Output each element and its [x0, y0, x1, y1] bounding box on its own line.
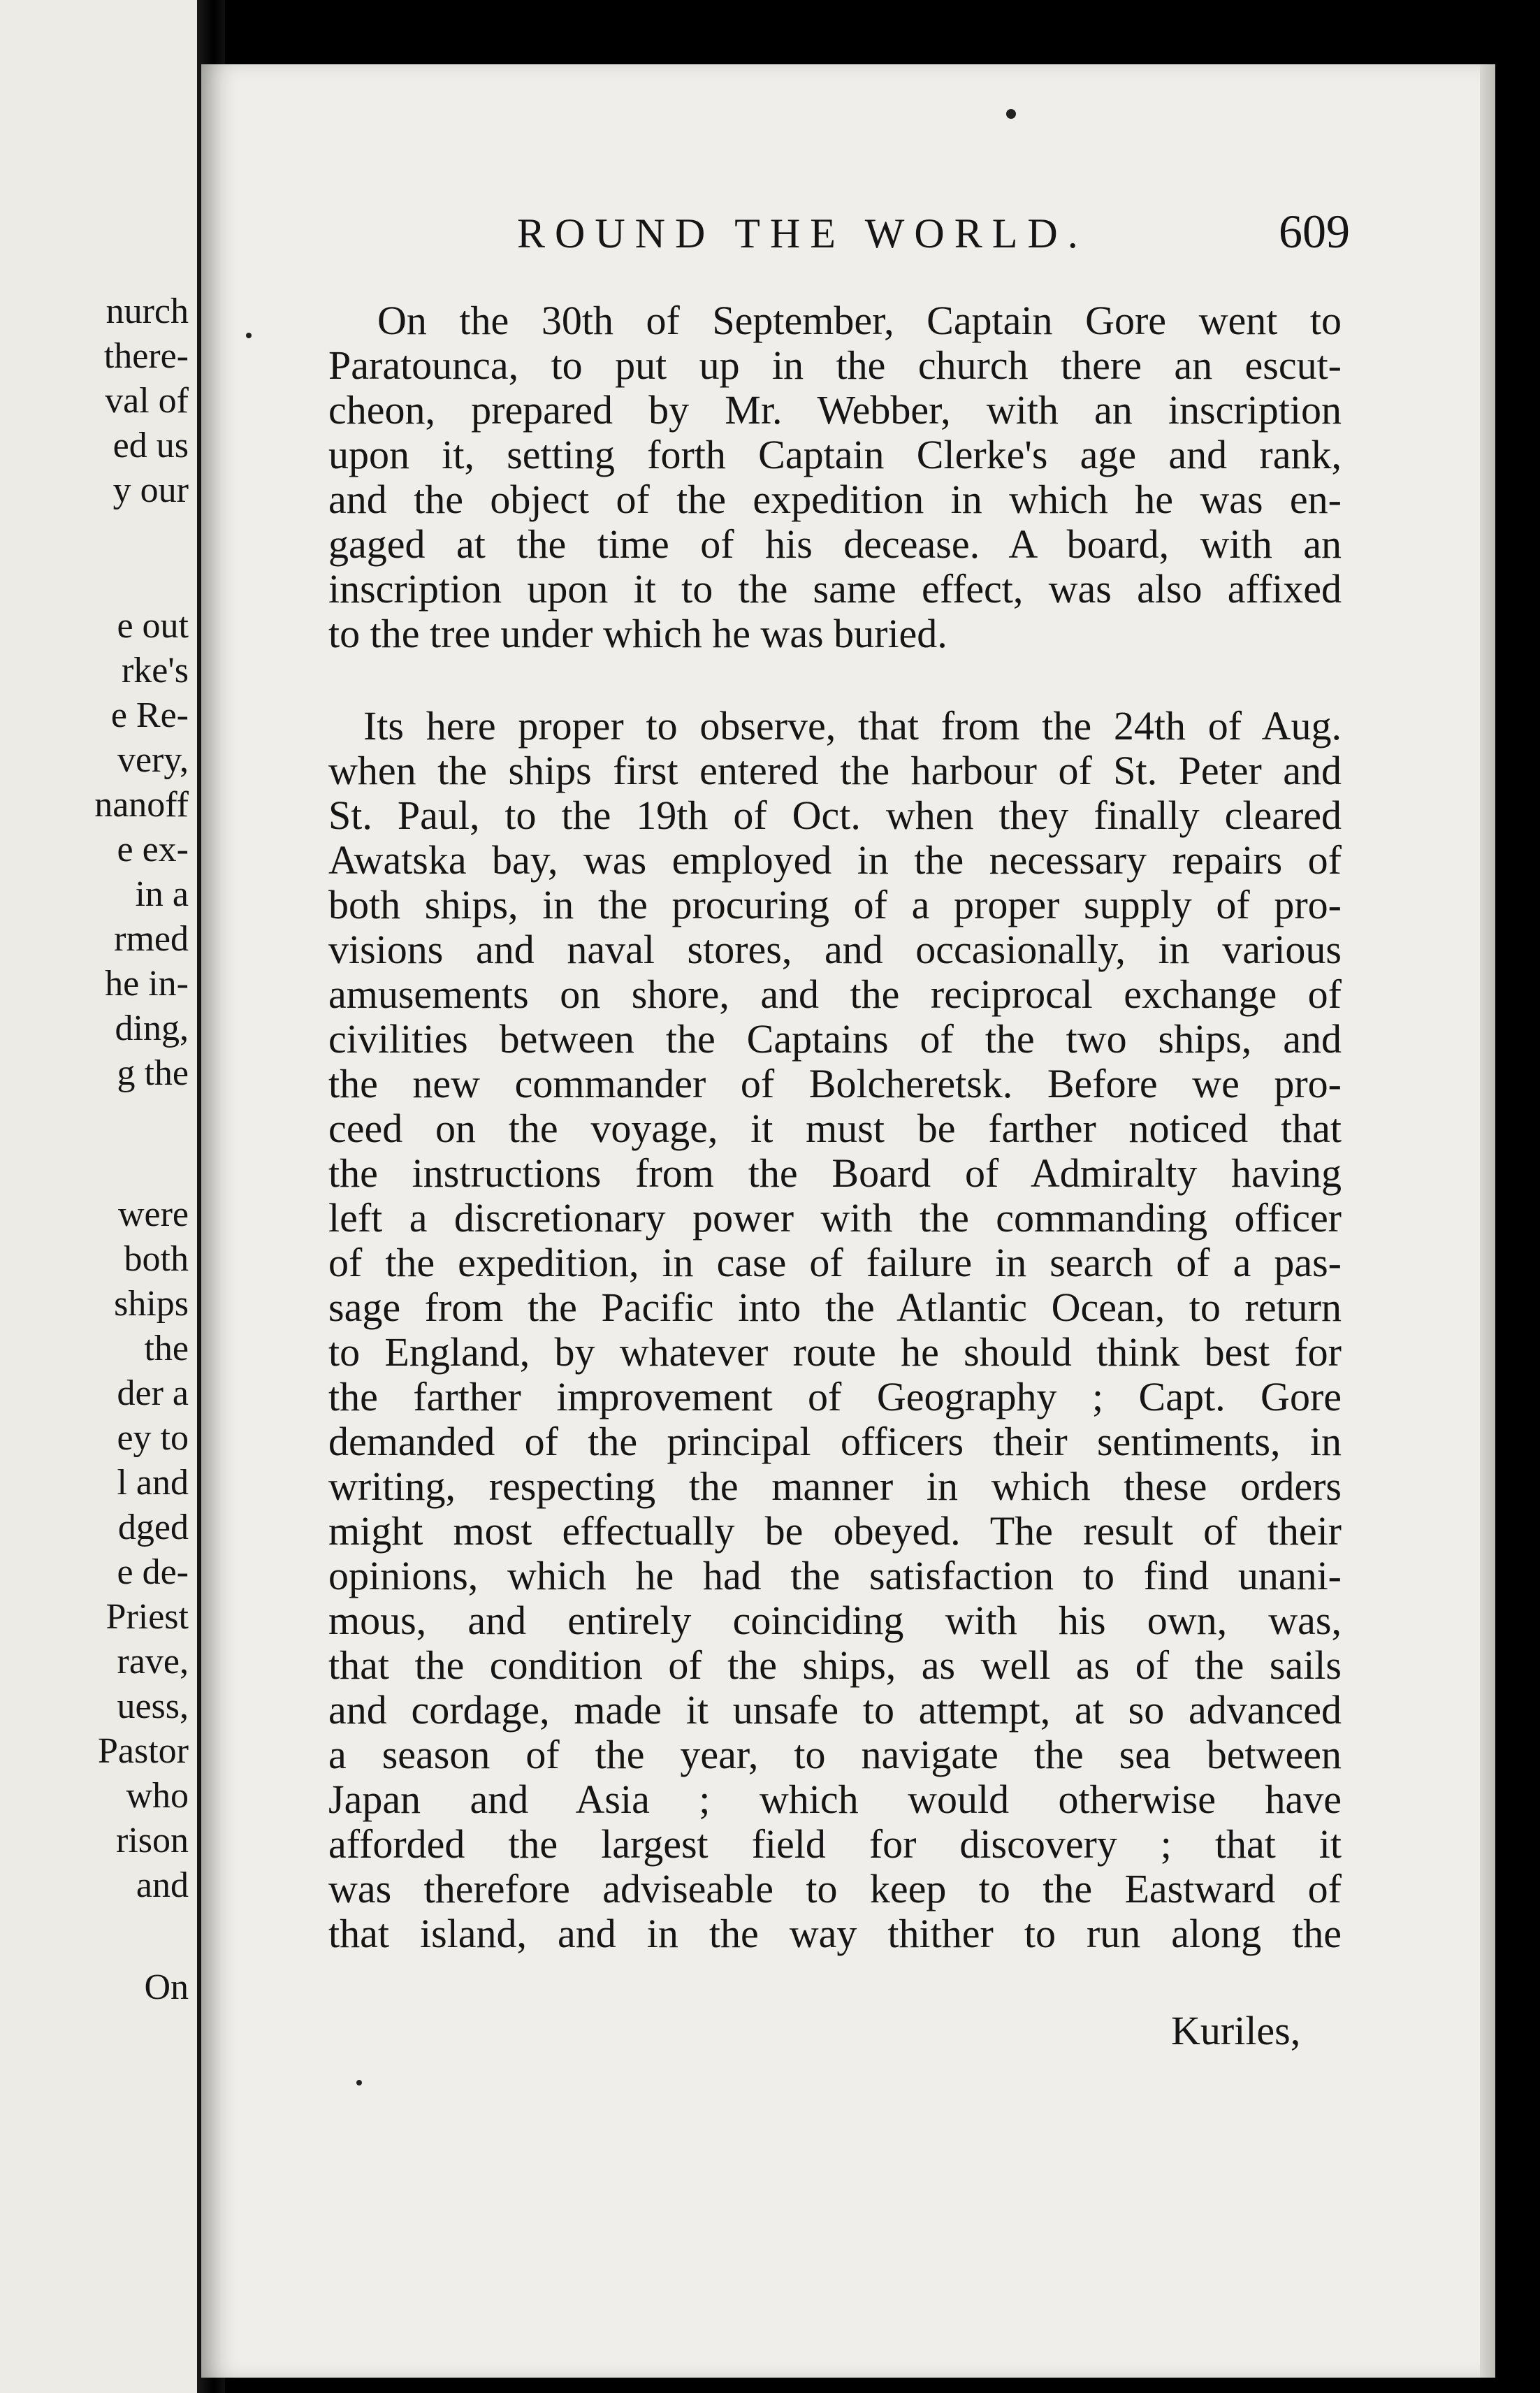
- paragraph-2-line: that island, and in the way thither to run along the: [328, 1911, 1342, 1956]
- paragraph-2-line: Awatska bay, was employed in the necessary repairs of: [328, 837, 1342, 883]
- paragraph-2-line: the new commander of Bolcheretsk. Before we pro-: [328, 1061, 1342, 1106]
- paragraph-2-line: sage from the Pacific into the Atlantic Ocean, to return: [328, 1285, 1342, 1330]
- left-page-line: Pastor: [98, 1731, 189, 1771]
- left-page-line: ey to: [117, 1418, 189, 1458]
- left-page-line: rave,: [117, 1642, 189, 1682]
- left-page-line: very,: [117, 740, 189, 780]
- left-page-line: l and: [117, 1463, 189, 1503]
- paragraph-2-line: when the ships first entered the harbour of St. Peter and: [328, 748, 1342, 793]
- left-page-line: g the: [117, 1053, 189, 1093]
- paragraph-1-line: On the 30th of September, Captain Gore went to: [377, 298, 1342, 343]
- left-page-line: who: [126, 1776, 189, 1816]
- left-page-line: there-: [103, 336, 189, 376]
- left-page-line: the: [144, 1329, 189, 1368]
- paragraph-2-line: civilities between the Captains of the two ships, and: [328, 1016, 1342, 1062]
- paragraph-1-line: gaged at the time of his decease. A board, with an: [328, 521, 1342, 567]
- left-page-line: ding,: [115, 1008, 189, 1048]
- paragraph-2-line: demanded of the principal officers their sentiments, in: [328, 1419, 1342, 1464]
- paragraph-1-line: and the object of the expedition in which he was en-: [328, 477, 1342, 522]
- paragraph-2-line: amusements on shore, and the reciprocal exchange of: [328, 971, 1342, 1017]
- paragraph-2-line: and cordage, made it unsafe to attempt, at so advanced: [328, 1687, 1342, 1733]
- paragraph-2-line: afforded the largest field for discovery ; that it: [328, 1821, 1342, 1867]
- left-page-line: uess,: [117, 1686, 189, 1726]
- paragraph-2-line: the farther improvement of Geography ; Capt. Gore: [328, 1374, 1342, 1419]
- paragraph-2-line: visions and naval stores, and occasionally, in various: [328, 927, 1342, 972]
- paragraph-2-line: to England, by whatever route he should think best for: [328, 1329, 1342, 1375]
- left-page-line: Priest: [106, 1597, 189, 1637]
- paragraph-2-line: left a discretionary power with the commanding officer: [328, 1195, 1342, 1241]
- paragraph-2-line: Japan and Asia ; which would otherwise have: [328, 1777, 1342, 1822]
- left-page-line: rke's: [121, 651, 189, 691]
- left-page-line: ships: [114, 1284, 189, 1324]
- left-page-line: val of: [105, 381, 189, 421]
- left-page-line: e Re-: [110, 695, 189, 735]
- ink-speck: [246, 333, 252, 338]
- left-page-line: e de-: [117, 1552, 189, 1592]
- left-page-line: were: [117, 1194, 189, 1234]
- left-page-line: y our: [112, 470, 189, 510]
- paragraph-2-line: a season of the year, to navigate the sea between: [328, 1732, 1342, 1777]
- ink-speck: [1006, 109, 1016, 119]
- paragraph-2-line: was therefore adviseable to keep to the Eastward of: [328, 1866, 1342, 1911]
- page-edge: [1480, 64, 1495, 2378]
- paragraph-1-line: inscription upon it to the same effect, was also affixed: [328, 566, 1342, 612]
- left-page-line: e out: [117, 606, 189, 646]
- paragraph-2-line: both ships, in the procuring of a proper supply of pro-: [328, 882, 1342, 927]
- paragraph-2-line: ceed on the voyage, it must be farther noticed that: [328, 1106, 1342, 1151]
- paragraph-2-line: of the expedition, in case of failure in search of a pas-: [328, 1240, 1342, 1285]
- page-number: 609: [1279, 205, 1350, 258]
- paragraph-2-line: the instructions from the Board of Admiralty having: [328, 1150, 1342, 1196]
- left-page-line: e ex-: [117, 830, 189, 869]
- left-page-line: nurch: [106, 291, 189, 331]
- left-page-line: On: [144, 1967, 189, 2007]
- left-page-line: nanoff: [94, 785, 189, 825]
- paragraph-2-line: opinions, which he had the satisfaction to find unani-: [328, 1553, 1342, 1598]
- left-page-line: der a: [117, 1373, 189, 1413]
- left-page-line: rmed: [114, 919, 189, 959]
- left-page-line: he in-: [105, 964, 189, 1004]
- catchword: Kuriles,: [1171, 2008, 1301, 2053]
- paragraph-2-line: that the condition of the ships, as well as of the sails: [328, 1642, 1342, 1688]
- paragraph-1-line: Paratounca, to put up in the church there an escut-: [328, 342, 1342, 388]
- left-page-line: both: [124, 1239, 189, 1279]
- paragraph-2-line: St. Paul, to the 19th of Oct. when they finally cleared: [328, 793, 1342, 838]
- paragraph-1-line: upon it, setting forth Captain Clerke's age and rank,: [328, 432, 1342, 477]
- previous-page-fragment: [0, 0, 210, 2393]
- paragraph-2-line: Its here proper to observe, that from the 24th of Aug.: [363, 703, 1342, 749]
- left-page-line: dged: [117, 1508, 189, 1547]
- paragraph-1-line: cheon, prepared by Mr. Webber, with an inscription: [328, 387, 1342, 433]
- paragraph-2-line: writing, respecting the manner in which these orders: [328, 1463, 1342, 1509]
- paragraph-1-line: to the tree under which he was buried.: [328, 611, 947, 656]
- left-page-line: in a: [135, 874, 189, 914]
- left-page-line: ed us: [112, 426, 189, 465]
- paragraph-2-line: mous, and entirely coinciding with his own, was,: [328, 1598, 1342, 1643]
- ink-speck: [356, 2080, 362, 2085]
- left-page-line: and: [136, 1865, 189, 1905]
- left-page-line: rison: [116, 1821, 189, 1860]
- running-header: ROUND THE WORLD.: [517, 210, 1088, 256]
- paragraph-2-line: might most effectually be obeyed. The result of their: [328, 1508, 1342, 1554]
